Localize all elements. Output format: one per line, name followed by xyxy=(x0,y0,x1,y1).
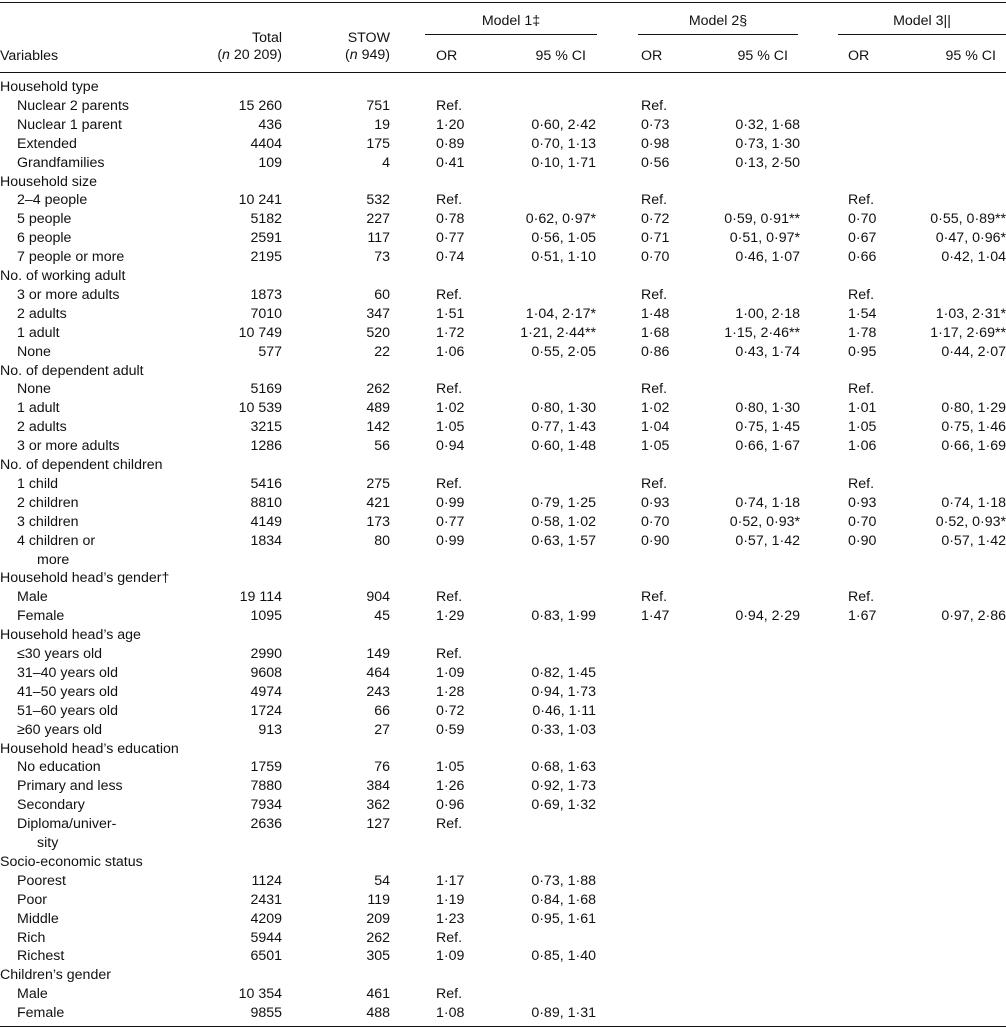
cell-m2-ci: 0·57, 1·42 xyxy=(735,532,800,549)
cell-m1-or: 1·28 xyxy=(436,683,465,700)
cell-m2-or: Ref. xyxy=(641,589,668,606)
cell-m2-or: 0·72 xyxy=(641,211,670,228)
cell-m2-or: Ref. xyxy=(641,286,668,303)
cell-m2-or: 1·47 xyxy=(641,608,670,625)
cell-m3-ci: 1·03, 2·31* xyxy=(935,305,1006,322)
cell-m3-or: Ref. xyxy=(848,192,875,209)
section-label: Household size xyxy=(0,173,98,190)
section-label: Household head’s gender† xyxy=(0,570,170,587)
row-label: 51–60 years old xyxy=(17,702,118,719)
cell-total: 19 114 xyxy=(239,589,282,606)
cell-total: 4404 xyxy=(250,135,282,152)
cell-m1-ci: 0·85, 1·40 xyxy=(531,948,596,965)
cell-stow: 119 xyxy=(367,891,390,908)
cell-m1-or: 1·72 xyxy=(436,324,465,341)
cell-total: 1759 xyxy=(250,759,282,776)
cell-m2-ci: 0·43, 1·74 xyxy=(735,343,800,360)
row-label: 4 children or xyxy=(17,532,96,549)
cell-stow: 904 xyxy=(366,589,390,606)
header-stow-label: STOW xyxy=(347,30,390,46)
cell-m2-ci: 1·15, 2·46** xyxy=(724,324,800,341)
cell-total: 1124 xyxy=(251,872,282,889)
cell-m1-or: 1·09 xyxy=(436,664,465,681)
cell-m3-or: 1·01 xyxy=(848,400,877,417)
cell-total: 4149 xyxy=(250,513,282,530)
cell-total: 5169 xyxy=(250,381,282,398)
row-label: Male xyxy=(17,986,48,1003)
cell-stow: 4 xyxy=(382,154,390,171)
cell-stow: 19 xyxy=(374,116,390,133)
row-label: Richest xyxy=(17,948,65,965)
cell-m3-or: 0·70 xyxy=(848,513,877,530)
row-label-continued: more xyxy=(37,551,70,568)
header-model1: Model 1‡ xyxy=(481,13,541,29)
cell-stow: 751 xyxy=(366,97,390,114)
cell-m3-or: 0·70 xyxy=(848,211,877,228)
row-label: 6 people xyxy=(17,230,72,247)
cell-m1-or: 1·02 xyxy=(436,400,465,417)
row-label: Female xyxy=(17,1005,65,1022)
cell-stow: 149 xyxy=(366,646,390,662)
cell-m1-ci: 0·70, 1·13 xyxy=(531,135,596,152)
cell-m2-or: 0·98 xyxy=(641,135,670,152)
cell-m2-ci: 0·46, 1·07 xyxy=(735,249,800,266)
cell-stow: 362 xyxy=(366,797,390,814)
header-total-label: Total xyxy=(252,30,282,46)
cell-stow: 532 xyxy=(366,192,390,209)
cell-stow: 80 xyxy=(374,532,390,549)
cell-m1-ci: 0·69, 1·32 xyxy=(531,797,596,814)
cell-m3-ci: 0·47, 0·96* xyxy=(935,230,1006,247)
cell-m1-or: 0·77 xyxy=(436,230,465,247)
cell-m1-ci: 0·62, 0·97* xyxy=(525,211,596,228)
cell-m2-ci: 0·73, 1·30 xyxy=(735,135,800,152)
cell-m2-ci: 0·59, 0·91** xyxy=(724,211,800,228)
cell-m1-or: 0·59 xyxy=(436,721,465,738)
cell-stow: 489 xyxy=(366,400,390,417)
cell-m2-or: 0·71 xyxy=(641,230,670,247)
cell-m1-or: 1·51 xyxy=(436,305,465,322)
cell-m1-or: Ref. xyxy=(436,381,463,398)
header-model2: Model 2§ xyxy=(688,13,748,29)
cell-m1-or: 0·77 xyxy=(436,513,465,530)
cell-m1-or: 0·99 xyxy=(436,494,465,511)
cell-total: 15 260 xyxy=(238,97,282,114)
cell-m2-or: Ref. xyxy=(641,192,668,209)
cell-total: 10 539 xyxy=(238,400,282,417)
cell-m3-or: Ref. xyxy=(848,589,875,606)
cell-stow: 27 xyxy=(374,721,390,738)
cell-m1-or: 1·05 xyxy=(436,759,465,776)
header-m1-or: OR xyxy=(436,48,458,64)
cell-m1-ci: 0·89, 1·31 xyxy=(531,1005,596,1022)
cell-m1-or: Ref. xyxy=(436,929,463,946)
cell-m3-or: 0·67 xyxy=(848,230,877,247)
cell-m3-or: 1·78 xyxy=(848,324,877,341)
section-label: Children’s gender xyxy=(0,967,111,984)
cell-m1-or: 0·72 xyxy=(436,702,465,719)
cell-total: 577 xyxy=(258,343,282,360)
cell-stow: 22 xyxy=(374,343,390,360)
cell-total: 2195 xyxy=(250,249,282,266)
cell-m2-ci: 0·52, 0·93* xyxy=(729,513,800,530)
cell-m1-ci: 0·77, 1·43 xyxy=(531,419,596,436)
cell-m1-ci: 0·10, 1·71 xyxy=(531,154,596,171)
cell-m1-ci: 0·92, 1·73 xyxy=(531,778,596,795)
row-label: ≤30 years old xyxy=(17,646,103,662)
cell-m1-or: 0·74 xyxy=(436,249,465,266)
cell-m2-ci: 0·74, 1·18 xyxy=(735,494,800,511)
cell-m1-or: 1·20 xyxy=(436,116,465,133)
cell-stow: 175 xyxy=(366,135,390,152)
cell-total: 1286 xyxy=(250,438,282,455)
cell-m1-or: Ref. xyxy=(436,475,463,492)
cell-total: 9608 xyxy=(250,664,282,681)
cell-m1-or: 1·17 xyxy=(436,872,465,889)
cell-m1-or: Ref. xyxy=(436,646,463,662)
cell-total: 5944 xyxy=(250,929,282,946)
cell-total: 1724 xyxy=(250,702,282,719)
row-label-continued: sity xyxy=(37,835,59,851)
cell-stow: 464 xyxy=(366,664,390,681)
cell-m2-or: 0·70 xyxy=(641,513,670,530)
row-label: Primary and less xyxy=(17,778,123,795)
model1-rule xyxy=(425,34,597,35)
cell-total: 109 xyxy=(258,154,282,171)
cell-m1-or: Ref. xyxy=(436,589,463,606)
cell-m2-or: 0·93 xyxy=(641,494,670,511)
cell-m2-ci: 0·94, 2·29 xyxy=(735,608,800,625)
cell-m1-or: 1·06 xyxy=(436,343,465,360)
cell-m1-ci: 1·21, 2·44** xyxy=(520,324,596,341)
row-label: Extended xyxy=(17,135,77,152)
cell-stow: 461 xyxy=(366,986,390,1003)
section-label: No. of working adult xyxy=(0,268,126,284)
cell-m1-or: 1·09 xyxy=(436,948,465,965)
cell-m3-or: 1·06 xyxy=(848,438,877,455)
cell-total: 10 354 xyxy=(238,986,282,1003)
cell-m2-ci: 0·13, 2·50 xyxy=(735,154,800,171)
cell-m2-ci: 1·00, 2·18 xyxy=(735,305,800,322)
cell-m1-ci: 0·33, 1·03 xyxy=(531,721,596,738)
cell-m2-or: 1·48 xyxy=(641,305,670,322)
model3-rule xyxy=(838,34,1006,35)
cell-m2-or: 1·02 xyxy=(641,400,670,417)
cell-m1-ci: 0·51, 1·10 xyxy=(531,249,596,266)
cell-m1-ci: 0·79, 1·25 xyxy=(531,494,596,511)
row-label: None xyxy=(17,381,51,398)
cell-stow: 275 xyxy=(366,475,390,492)
cell-m1-or: 0·96 xyxy=(436,797,465,814)
section-label: Socio-economic status xyxy=(0,853,143,870)
cell-total: 9855 xyxy=(250,1005,282,1022)
cell-m1-ci: 0·60, 2·42 xyxy=(531,116,596,133)
cell-m3-ci: 0·80, 1·29 xyxy=(941,400,1006,417)
cell-m2-ci: 0·66, 1·67 xyxy=(735,438,800,455)
cell-m3-or: 0·90 xyxy=(848,532,877,549)
cell-m3-or: Ref. xyxy=(848,286,875,303)
row-label: ≥60 years old xyxy=(17,721,103,738)
cell-m2-or: 1·04 xyxy=(641,419,670,436)
row-label: 41–50 years old xyxy=(17,683,118,700)
cell-m1-or: 0·41 xyxy=(436,154,465,171)
cell-m1-or: 1·23 xyxy=(436,910,465,927)
row-label: 3 or more adults xyxy=(17,438,120,455)
cell-m2-ci: 0·75, 1·45 xyxy=(735,419,800,436)
cell-m3-or: 0·95 xyxy=(848,343,877,360)
cell-m3-or: 1·67 xyxy=(848,608,877,625)
cell-m1-ci: 0·73, 1·88 xyxy=(531,872,596,889)
cell-stow: 173 xyxy=(366,513,390,530)
cell-m1-or: 1·26 xyxy=(436,778,465,795)
row-label: 2 children xyxy=(17,494,79,511)
cell-total: 5416 xyxy=(250,475,282,492)
cell-stow: 76 xyxy=(374,759,390,776)
cell-total: 10 749 xyxy=(238,324,282,341)
cell-stow: 421 xyxy=(366,494,390,511)
section-label: Household head’s education xyxy=(0,740,179,757)
cell-m1-or: Ref. xyxy=(436,97,463,114)
model2-rule xyxy=(638,34,798,35)
cell-total: 7010 xyxy=(250,305,282,322)
row-label: Middle xyxy=(17,910,59,927)
cell-total: 1095 xyxy=(250,608,282,625)
cell-stow: 384 xyxy=(366,778,390,795)
cell-m1-or: Ref. xyxy=(436,286,463,303)
cell-m2-or: Ref. xyxy=(641,381,668,398)
cell-total: 2990 xyxy=(250,646,282,662)
cell-m3-ci: 0·66, 1·69 xyxy=(941,438,1006,455)
cell-m2-ci: 0·32, 1·68 xyxy=(735,116,800,133)
cell-total: 1873 xyxy=(250,286,282,303)
cell-m2-ci: 0·80, 1·30 xyxy=(735,400,800,417)
cell-m1-or: Ref. xyxy=(436,192,463,209)
row-label: Poorest xyxy=(17,872,66,889)
row-label: 1 child xyxy=(17,475,59,492)
row-label: 1 adult xyxy=(17,400,60,417)
cell-m3-ci: 0·75, 1·46 xyxy=(941,419,1006,436)
cell-total: 2636 xyxy=(250,816,282,833)
cell-m1-ci: 1·04, 2·17* xyxy=(525,305,596,322)
cell-stow: 262 xyxy=(366,381,390,398)
cell-stow: 45 xyxy=(374,608,390,625)
cell-stow: 73 xyxy=(374,249,390,266)
cell-m3-ci: 0·97, 2·86 xyxy=(941,608,1006,625)
row-label: 2 adults xyxy=(17,305,67,322)
cell-m1-ci: 0·55, 2·05 xyxy=(531,343,596,360)
cell-m1-or: 1·29 xyxy=(436,608,465,625)
cell-total: 7934 xyxy=(250,797,282,814)
header-bottom-rule xyxy=(0,72,1006,73)
cell-total: 7880 xyxy=(250,778,282,795)
cell-m1-ci: 0·46, 1·11 xyxy=(532,702,596,719)
cell-m1-or: 1·05 xyxy=(436,419,465,436)
header-m3-or: OR xyxy=(848,48,870,64)
cell-m2-or: 0·70 xyxy=(641,249,670,266)
cell-m1-or: Ref. xyxy=(436,986,463,1003)
row-label: Secondary xyxy=(17,797,85,814)
cell-total: 2431 xyxy=(250,891,282,908)
header-model3: Model 3|| xyxy=(893,13,951,29)
cell-stow: 520 xyxy=(366,324,390,341)
cell-total: 1834 xyxy=(250,532,282,549)
cell-m1-ci: 0·68, 1·63 xyxy=(531,759,596,776)
row-label: Nuclear 1 parent xyxy=(17,116,122,133)
cell-m2-or: 0·56 xyxy=(641,154,670,171)
row-label: Male xyxy=(17,589,48,606)
cell-m2-or: 0·86 xyxy=(641,343,670,360)
cell-m3-or: Ref. xyxy=(848,475,875,492)
cell-total: 4209 xyxy=(250,910,282,927)
cell-m1-ci: 0·84, 1·68 xyxy=(531,891,596,908)
cell-m3-or: 0·66 xyxy=(848,249,877,266)
cell-m3-or: 1·54 xyxy=(848,305,877,322)
header-m3-ci: 95 % CI xyxy=(945,48,996,64)
row-label: Nuclear 2 parents xyxy=(17,97,129,114)
row-label: 3 or more adults xyxy=(17,286,120,303)
cell-m1-or: 0·94 xyxy=(436,438,465,455)
cell-m2-or: Ref. xyxy=(641,475,668,492)
cell-m3-or: Ref. xyxy=(848,381,875,398)
row-label: 1 adult xyxy=(17,324,60,341)
cell-stow: 227 xyxy=(366,211,390,228)
cell-total: 10 241 xyxy=(238,192,282,209)
cell-stow: 347 xyxy=(366,305,390,322)
cell-total: 436 xyxy=(258,116,282,133)
cell-m1-or: Ref. xyxy=(436,816,463,833)
cell-total: 4974 xyxy=(250,683,282,700)
cell-stow: 243 xyxy=(366,683,390,700)
cell-m1-ci: 0·95, 1·61 xyxy=(531,910,596,927)
section-label: No. of dependent children xyxy=(0,457,163,473)
header-stow-n: (n 949) xyxy=(345,47,390,63)
header-m2-or: OR xyxy=(641,48,663,64)
cell-m1-ci: 0·63, 1·57 xyxy=(531,532,596,549)
cell-total: 3215 xyxy=(250,419,282,436)
section-label: Household type xyxy=(0,79,99,95)
cell-m1-or: 0·99 xyxy=(436,532,465,549)
row-label: Rich xyxy=(17,929,46,946)
cell-stow: 60 xyxy=(374,286,390,303)
table-top-rule xyxy=(0,2,1006,3)
cell-m1-ci: 0·80, 1·30 xyxy=(531,400,596,417)
table-bottom-rule xyxy=(0,1026,1006,1027)
cell-m2-ci: 0·51, 0·97* xyxy=(729,230,800,247)
cell-m1-ci: 0·56, 1·05 xyxy=(531,230,596,247)
cell-stow: 209 xyxy=(366,910,390,927)
header-total-n: (n 20 209) xyxy=(217,47,282,63)
header-m1-ci: 95 % CI xyxy=(535,48,586,64)
cell-stow: 66 xyxy=(374,702,390,719)
cell-stow: 56 xyxy=(374,438,390,455)
section-label: Household head’s age xyxy=(0,627,141,644)
row-label: None xyxy=(17,343,51,360)
row-label: Grandfamilies xyxy=(17,154,105,171)
cell-m1-ci: 0·82, 1·45 xyxy=(531,664,596,681)
cell-m2-or: 1·05 xyxy=(641,438,670,455)
row-label: No education xyxy=(17,759,101,776)
cell-m2-or: 0·90 xyxy=(641,532,670,549)
cell-stow: 142 xyxy=(366,419,390,436)
cell-total: 913 xyxy=(258,721,282,738)
row-label: 2 adults xyxy=(17,419,67,436)
cell-m2-or: 0·73 xyxy=(641,116,670,133)
cell-m3-ci: 0·55, 0·89** xyxy=(930,211,1006,228)
cell-m3-ci: 0·52, 0·93* xyxy=(935,513,1006,530)
cell-m1-ci: 0·60, 1·48 xyxy=(531,438,596,455)
cell-m3-ci: 0·74, 1·18 xyxy=(941,494,1006,511)
cell-total: 5182 xyxy=(250,211,282,228)
row-label: 7 people or more xyxy=(17,249,125,266)
cell-m3-ci: 0·42, 1·04 xyxy=(941,249,1006,266)
cell-total: 6501 xyxy=(250,948,282,965)
cell-m3-ci: 0·44, 2·07 xyxy=(941,343,1006,360)
cell-stow: 54 xyxy=(374,872,390,889)
header-variables: Variables xyxy=(0,48,59,64)
cell-total: 2591 xyxy=(250,230,282,247)
cell-m1-or: 0·78 xyxy=(436,211,465,228)
cell-m1-ci: 0·83, 1·99 xyxy=(531,608,596,625)
row-label: 3 children xyxy=(17,513,79,530)
cell-stow: 262 xyxy=(366,929,390,946)
cell-m1-or: 1·19 xyxy=(436,891,465,908)
section-label: No. of dependent adult xyxy=(0,362,144,379)
cell-m1-or: 0·89 xyxy=(436,135,465,152)
row-label: Female xyxy=(17,608,65,625)
cell-m3-or: 0·93 xyxy=(848,494,877,511)
row-label: 31–40 years old xyxy=(17,664,118,681)
cell-total: 8810 xyxy=(250,494,282,511)
cell-m2-or: Ref. xyxy=(641,97,668,114)
cell-m2-or: 1·68 xyxy=(641,324,670,341)
cell-m3-ci: 1·17, 2·69** xyxy=(930,324,1006,341)
row-label: 5 people xyxy=(17,211,72,228)
row-label: 2–4 people xyxy=(17,192,88,209)
cell-stow: 117 xyxy=(367,230,390,247)
header-m2-ci: 95 % CI xyxy=(737,48,788,64)
row-label: Poor xyxy=(17,891,47,908)
row-label: Diploma/univer- xyxy=(17,816,117,833)
cell-stow: 488 xyxy=(366,1005,390,1022)
cell-m1-or: 1·08 xyxy=(436,1005,465,1022)
cell-stow: 305 xyxy=(366,948,390,965)
cell-m1-ci: 0·94, 1·73 xyxy=(531,683,596,700)
cell-m1-ci: 0·58, 1·02 xyxy=(531,513,596,530)
cell-m3-or: 1·05 xyxy=(848,419,877,436)
cell-m3-ci: 0·57, 1·42 xyxy=(941,532,1006,549)
cell-stow: 127 xyxy=(366,816,390,833)
